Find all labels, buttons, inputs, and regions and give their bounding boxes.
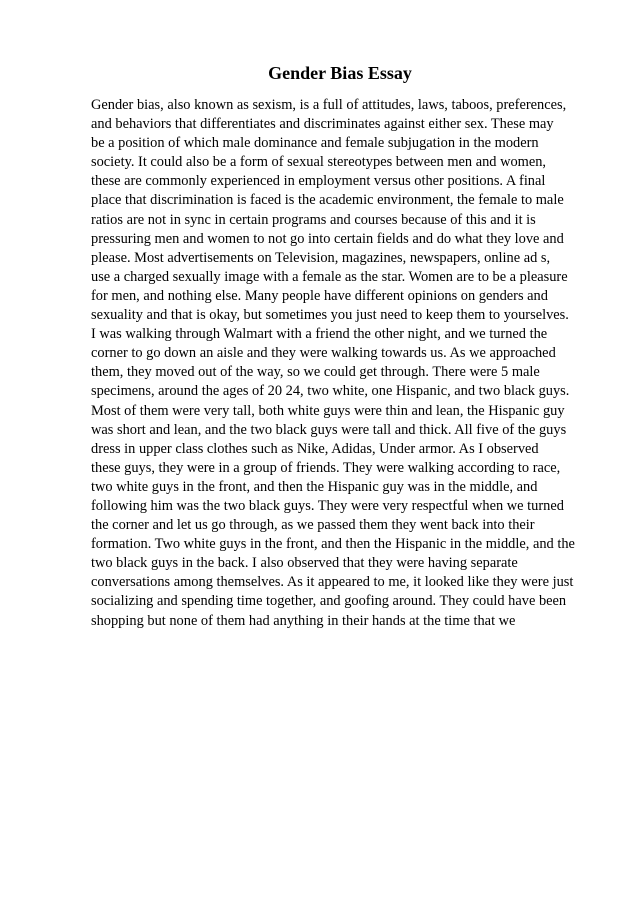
body-line: these are commonly experienced in employment versus other positions. A final: [91, 173, 546, 190]
body-line: corner to go down an aisle and they were walking towards us. As we approached: [91, 345, 556, 362]
body-line: please. Most advertisements on Television, magazines, newspapers, online ad s,: [91, 249, 551, 266]
body-line: two black guys in the back. I also observed that they were having separate: [91, 555, 518, 572]
body-line: be a position of which male dominance and female subjugation in the modern: [91, 135, 539, 152]
body-line: I was walking through Walmart with a friend the other night, and we turned the: [91, 326, 548, 343]
body-line: Gender bias, also known as sexism, is a full of attitudes, laws, taboos, preferences,: [91, 97, 567, 113]
body-line: place that discrimination is faced is the academic environment, the female to male: [91, 192, 564, 209]
page-title: Gender Bias Essay: [268, 63, 412, 83]
body-line: following him was the two black guys. They were very respectful when we turned: [91, 497, 564, 514]
body-line: and behaviors that differentiates and discriminates against either sex. These may: [91, 116, 554, 133]
body-line: shopping but none of them had anything in their hands at the time that we: [91, 612, 516, 629]
body-line: for men, and nothing else. Many people have different opinions on genders and: [91, 287, 548, 304]
body-line: socializing and spending time together, and goofing around. They could have been: [91, 593, 567, 610]
body-line: two white guys in the front, and then the Hispanic guy was in the middle, and: [91, 478, 538, 495]
body-line: use a charged sexually image with a female as the star. Women are to be a pleasure: [91, 268, 568, 285]
body-line: society. It could also be a form of sexual stereotypes between men and women,: [91, 154, 547, 171]
body-line: sexuality and that is okay, but sometimes you just need to keep them to yourselves.: [91, 307, 569, 324]
body-line: specimens, around the ages of 20 24, two white, one Hispanic, and two black guys.: [91, 383, 570, 400]
body-line: pressuring men and women to not go into certain fields and do what they love and: [91, 230, 564, 247]
body-line: them, they moved out of the way, so we could get through. There were 5 male: [91, 364, 540, 381]
body-line: the corner and let us go through, as we passed them they went back into their: [91, 517, 535, 534]
body-line: ratios are not in sync in certain programs and courses because of this and it is: [91, 211, 536, 228]
body-line: dress in upper class clothes such as Nike, Adidas, Under armor. As I observed: [91, 440, 539, 457]
essay-body: [91, 96, 575, 631]
body-line: was short and lean, and the two black guys were tall and thick. All five of the guys: [91, 421, 567, 438]
body-line: Most of them were very tall, both white guys were thin and lean, the Hispanic guy: [91, 402, 565, 419]
body-line: conversations among themselves. As it appeared to me, it looked like they were just: [91, 574, 574, 591]
body-line: these guys, they were in a group of friends. They were walking according to race,: [91, 459, 561, 476]
body-line: formation. Two white guys in the front, and then the Hispanic in the middle, and the: [91, 536, 575, 553]
